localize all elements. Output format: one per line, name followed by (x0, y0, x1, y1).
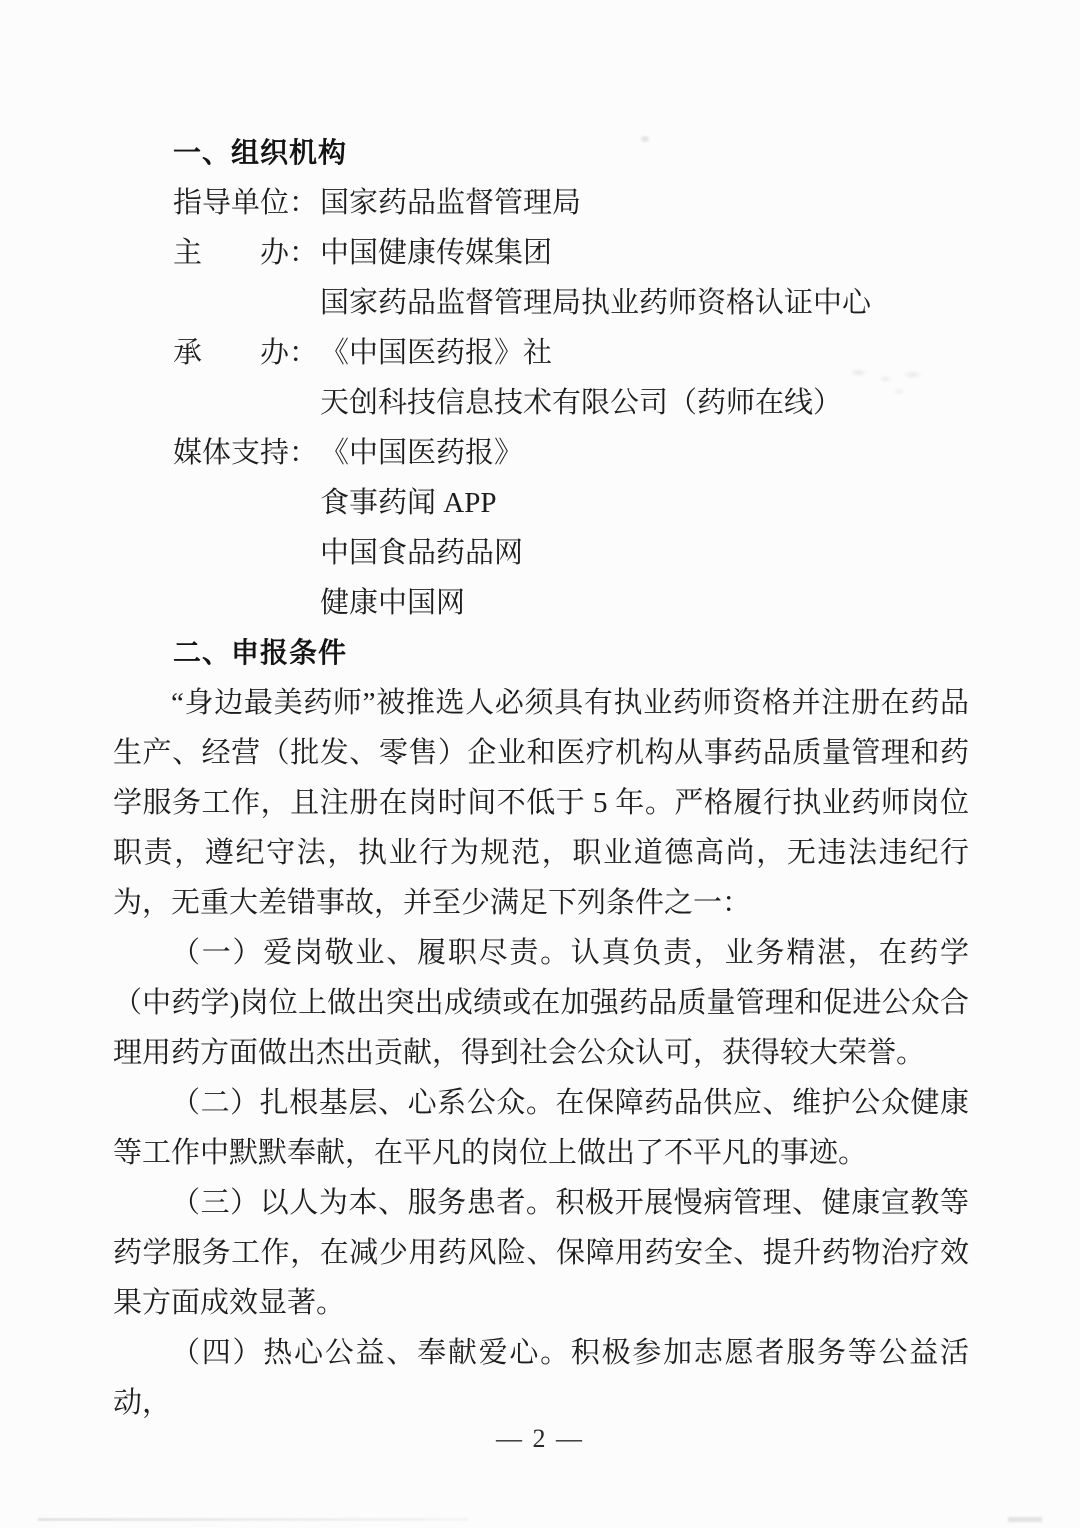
paragraph-criterion-3: （三）以人为本、服务患者。积极开展慢病管理、健康宣教等药学服务工作，在减少用药风险、保障用药安全、提升药物治疗效果方面成效显著。 (113, 1187, 969, 1319)
paragraph-criterion-1: （一）爱岗敬业、履职尽责。认真负责，业务精湛，在药学（中药学)岗位上做出突出成绩或在加强药品质量管理和促进公众合理用药方面做出杰出贡献，得到社会公众认可，获得较大荣誉。 (113, 937, 969, 1069)
org-value-line: 天创科技信息技术有限公司（药师在线） (320, 387, 843, 419)
org-row-media-support (113, 428, 969, 628)
org-value-line: 国家药品监督管理局 (320, 187, 582, 219)
paragraph-criterion-4: （四）热心公益、奉献爱心。积极参加志愿者服务等公益活动， (113, 1337, 969, 1419)
org-role-label: 媒体支持： (173, 437, 319, 469)
org-value-line: 国家药品监督管理局执业药师资格认证中心 (320, 287, 872, 319)
org-role-label: 指导单位： (173, 187, 319, 219)
org-row-organizer (113, 328, 969, 428)
org-value-line: 中国食品药品网 (320, 537, 524, 569)
paragraph-intro-conditions: “身边最美药师”被推选人必须具有执业药师资格并注册在药品生产、经营（批发、零售）企业和医疗机构从事药品质量管理和药学服务工作，且注册在岗时间不低于 5 年。严格履行执业药师岗位职责，遵纪守法，执业行为规范，职业道德高尚，无违法违纪行为，无重大差错事故，并至少满足下列条件之一： (113, 687, 969, 919)
org-role-values (320, 428, 969, 628)
org-value-line: 中国健康传媒集团 (320, 237, 553, 269)
organization-list (113, 178, 969, 628)
org-role-label: 主 办： (173, 237, 319, 269)
org-row-guidance-unit (113, 178, 969, 228)
section-1-heading: 一、组织机构 (173, 137, 348, 168)
org-row-host (113, 228, 969, 328)
page-number: — 2 — (496, 1424, 584, 1453)
paragraph-criterion-2: （二）扎根基层、心系公众。在保障药品供应、维护公众健康等工作中默默奉献，在平凡的岗位上做出了不平凡的事迹。 (113, 1087, 969, 1169)
org-value-line: 健康中国网 (320, 587, 466, 619)
org-value-line: 食事药闻 APP (320, 487, 497, 519)
document-content (113, 128, 969, 1428)
org-value-line: 《中国医药报》 (320, 437, 524, 469)
org-role-label: 承 办： (173, 337, 319, 369)
org-value-line: 《中国医药报》社 (320, 337, 553, 369)
org-role-values (320, 228, 969, 328)
org-role-values (320, 178, 969, 228)
section-2-heading: 二、申报条件 (173, 637, 348, 668)
scan-artifact-bottom-line (38, 1518, 468, 1521)
org-role-values (320, 328, 969, 428)
scan-artifact-bottom-mark (1008, 1517, 1042, 1522)
